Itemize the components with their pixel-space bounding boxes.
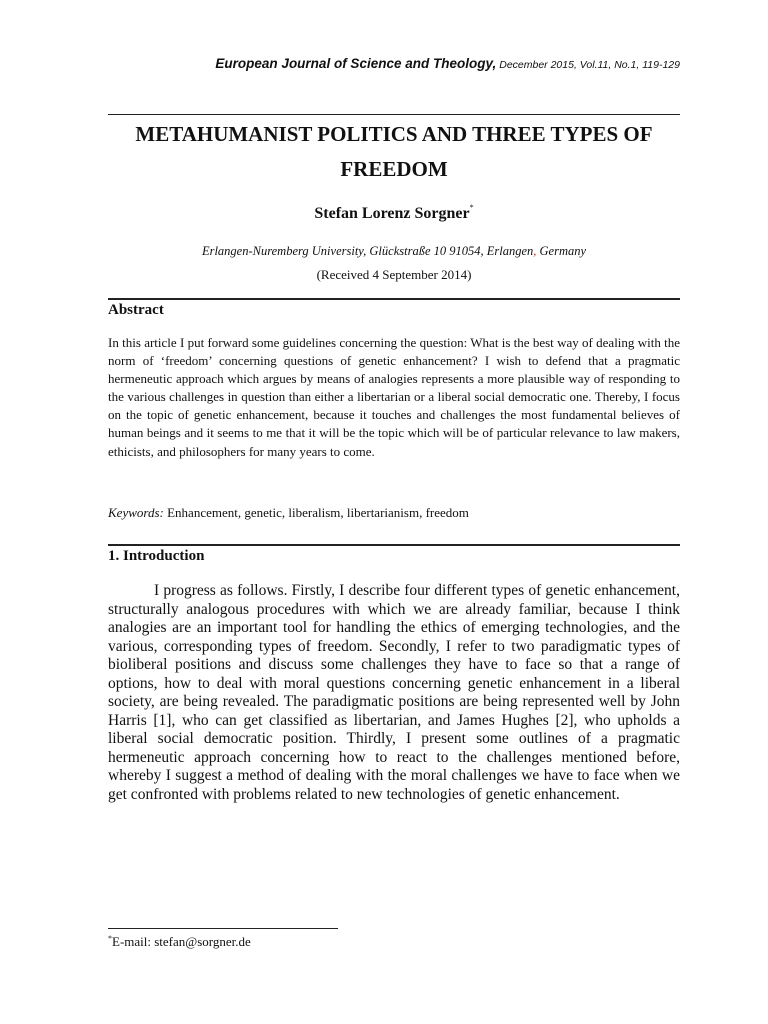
footnote-rule	[108, 928, 338, 929]
author	[108, 203, 680, 223]
title-line-2: FREEDOM	[340, 157, 448, 181]
affiliation	[108, 244, 680, 259]
keywords-label: Keywords:	[108, 505, 164, 520]
received-date: (Received 4 September 2014)	[316, 267, 472, 282]
abstract-text: In this article I put forward some guidelines concerning the question: What is the best way of dealing with the norm of ‘freedom’ concerning questions of genetic enhancement? I wish to defend that a pragmatic hermeneutic approach which argues by means of analogies represents a more plausible way of responding to the various challenges in question than either a libertarian or a liberal social democratic one. Thereby, I focus on the topic of genetic enhancement, because it touches and challenges the most fundamental believes of human beings and it seems to me that it will be the topic which will be of particular relevance to law makers, ethicists, and philosophers for many years to come.	[108, 335, 680, 459]
author-footnote-marker: *	[469, 203, 474, 212]
title-line-1: METAHUMANIST POLITICS AND THREE TYPES OF	[135, 122, 653, 146]
abstract-heading: Abstract	[108, 302, 164, 318]
introduction-heading: 1. Introduction	[108, 548, 205, 564]
introduction-text: I progress as follows. Firstly, I describe four different types of genetic enhancement, structurally analogous procedures with which we are already familiar, because I think analogies are an important tool for handling the ethics of emerging technologies, and the various, corresponding types of freedom. Secondly, I refer to two paradigmatic types of bioliberal positions and discuss some challenges they have to face so that a range of options, how to deal with moral questions concerning genetic enhancement in a liberal society, are being revealed. The paradigmatic positions are being represented well by John Harris [1], who can get classified as libertarian, and James Hughes [2], who upholds a liberal social democratic position. Thirdly, I present some outlines of a pragmatic hermeneutic approach concerning how to react to the challenges mentioned before, whereby I suggest a method of dealing with the moral challenges we have to face when we get confronted with problems related to new technologies of genetic enhancement.	[108, 582, 680, 803]
footnote-marker: *	[108, 934, 112, 943]
keywords	[108, 505, 680, 521]
issue-info: December 2015, Vol.11, No.1, 119-129	[499, 59, 680, 71]
title-top-rule	[108, 114, 680, 115]
introduction-top-rule	[108, 544, 680, 546]
abstract-top-rule	[108, 298, 680, 300]
affiliation-comma: ,	[533, 244, 537, 258]
footnote	[108, 934, 251, 950]
affiliation-part-2: Germany	[536, 244, 587, 258]
running-header	[108, 55, 680, 73]
affiliation-part-1: Erlangen-Nuremberg University, Glückstraße 10 91054, Erlangen	[201, 244, 534, 258]
journal-name: European Journal of Science and Theology,	[215, 56, 497, 71]
footnote-text: E-mail: stefan@sorgner.de	[112, 934, 251, 949]
page-title	[108, 117, 680, 187]
keywords-text: Enhancement, genetic, liberalism, libertarianism, freedom	[163, 505, 469, 520]
author-name: Stefan Lorenz Sorgner	[314, 205, 470, 222]
